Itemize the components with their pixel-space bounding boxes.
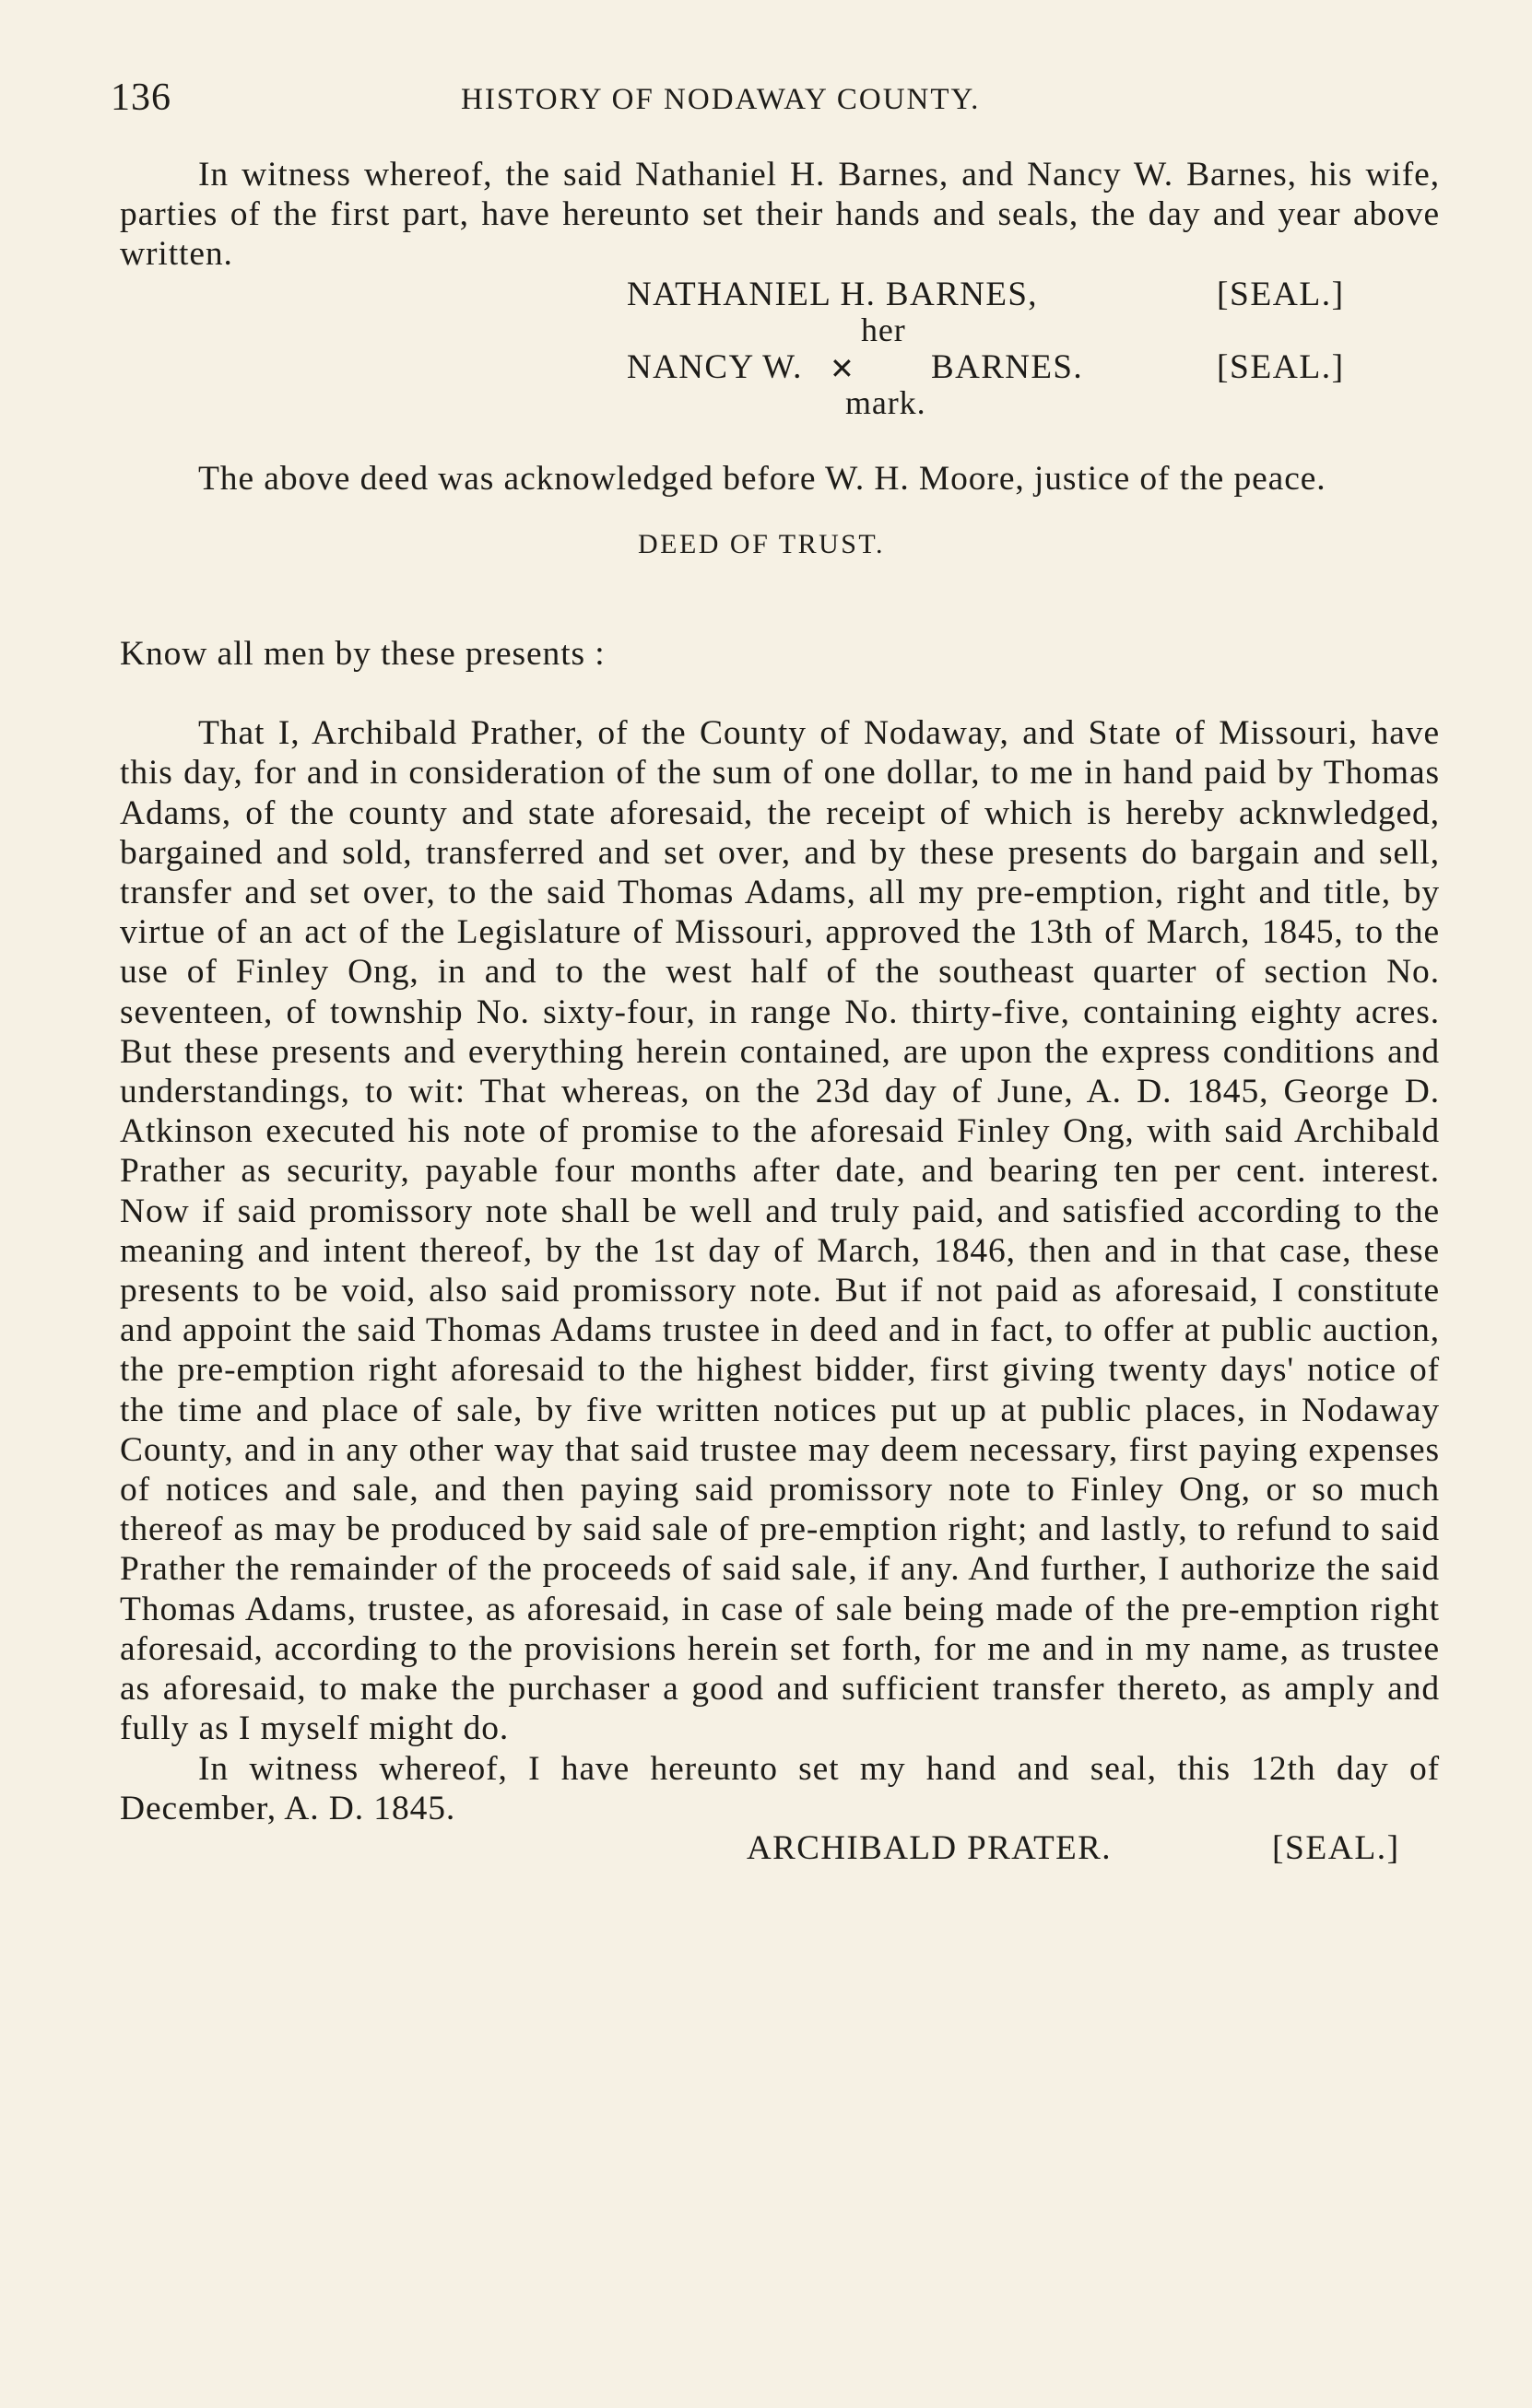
signer-name: ARCHIBALD PRATER.	[747, 1828, 1112, 1867]
opening-line: Know all men by these presents :	[120, 635, 606, 674]
mark-label: mark.	[845, 383, 926, 421]
section-title: DEED OF TRUST.	[637, 528, 886, 559]
her-label: her	[861, 311, 906, 348]
page-number: 136	[111, 76, 171, 119]
x-mark-icon: ✕	[830, 351, 856, 385]
deed-body: That I, Archibald Prather, of the County of Nodaway, and State of Missouri, have this day, for and in consideration of the sum of one dollar, to me in hand paid by Thomas Adams, of the county and state aforesaid, the receipt of which is hereby acknwledged, bargained and sold, transferred and set over, and by these presents do bargain and sell, transfer and set over, to the said Thomas Adams, all my pre-emption, right and title, by virtue of an act of the Legislature of Missouri, approved the 13th of March, 1845, to the use of Finley Ong, in and to the west half of the southeast quarter of section No. seventeen, of township No. sixty-four, in range No. thirty-five, containing eighty acres. But these presents and everything herein contained, are upon the express conditions and understandings, to wit: That whereas, on the 23d day of June, A. D. 1845, George D. Atkinson executed his note of promise to the aforesaid Finley Ong, with said Archibald Prather as security, payable four months after date, and bearing ten per cent. interest. Now if said promissory note shall be well and truly paid, and satisfied according to the meaning and intent thereof, by the 1st day of March, 1846, then and in that case, these presents to be void, also said promissory note. But if not paid as aforesaid, I constitute and appoint the said Thomas Adams trustee in deed and in fact, to offer at public auction, the pre-emption right aforesaid to the highest bidder, first giving twenty days' notice of the time and place of sale, by five written notices put up at public places, in Nodaway County, and in any other way that said trustee may deem necessary, first paying expenses of notices and sale, and then paying said promissory note to Finley Ong, or so much thereof as may be produced by said sale of pre-emption right; and lastly, to refund to said Prather the remainder of the proceeds of said sale, if any. And further, I authorize the said Thomas Adams, trustee, as aforesaid, in case of sale being made of the pre-emption right aforesaid, according to the provisions herein set forth, for me and in my name, as trustee as aforesaid, to make the purchaser a good and sufficient transfer thereto, as amply and fully as I myself might do.	[120, 714, 1440, 1748]
signer-name: BARNES.	[931, 347, 1084, 386]
signer-name: NANCY W.	[627, 347, 803, 386]
running-head: HISTORY OF NODAWAY COUNTY.	[461, 83, 981, 116]
acknowledgment-paragraph: The above deed was acknowledged before W. H. Moore, justice of the peace.	[198, 459, 1326, 498]
signer-name: NATHANIEL H. BARNES,	[627, 275, 1038, 313]
final-signature	[120, 1828, 1440, 1868]
page-body	[120, 155, 1440, 1868]
seal-mark: [SEAL.]	[1272, 1828, 1400, 1867]
mark-line	[120, 383, 1440, 424]
seal-mark: [SEAL.]	[1217, 275, 1345, 313]
closing-witness: In witness whereof, I have hereunto set my hand and seal, this 12th day of December, A. D. 1845.	[120, 1749, 1440, 1827]
witness-paragraph: In witness whereof, the said Nathaniel H. Barnes, and Nancy W. Barnes, his wife, parties of the first part, have hereunto set their hands and seals, the day and year above written.	[120, 156, 1440, 274]
spacer	[120, 424, 1440, 459]
signature-line-1	[120, 275, 1440, 314]
signature-line-2	[120, 347, 1440, 387]
her-line	[120, 311, 1440, 348]
page-header	[111, 76, 1438, 131]
seal-mark: [SEAL.]	[1217, 347, 1345, 386]
